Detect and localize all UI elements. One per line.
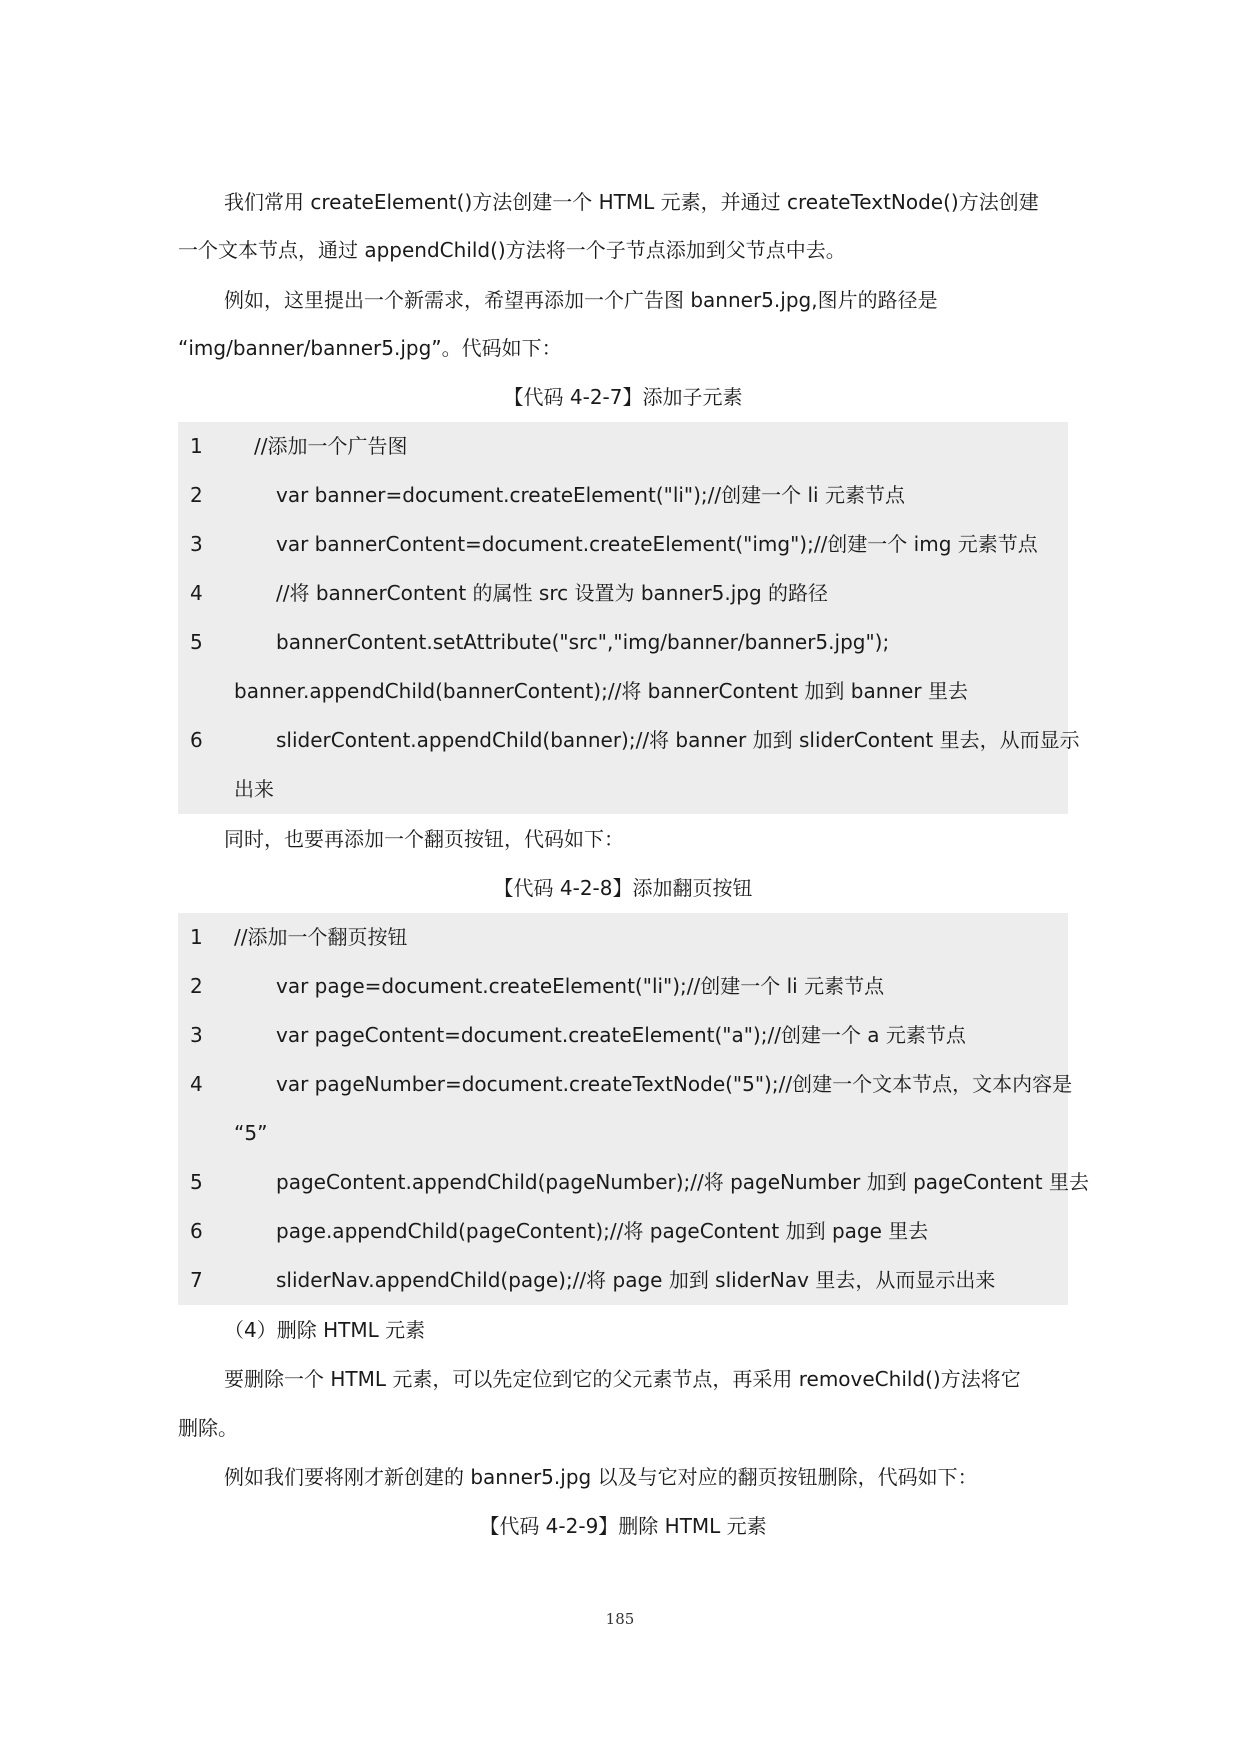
line-number: 4 xyxy=(190,581,203,605)
code-block-4-2-8 xyxy=(178,913,1089,1305)
caption-code-4-2-9: 【代码 4-2-9】删除 HTML 元素 xyxy=(479,1514,767,1538)
line-number: 1 xyxy=(190,434,203,458)
code-line xyxy=(178,667,1068,716)
paragraph-create-element-line2: 一个文本节点，通过 appendChild()方法将一个子节点添加到父节点中去。 xyxy=(178,238,846,262)
code-line xyxy=(178,471,1068,520)
caption-code-4-2-8: 【代码 4-2-8】添加翻页按钮 xyxy=(493,876,753,900)
code-line xyxy=(178,765,1068,814)
code-line xyxy=(178,422,1068,471)
code-line xyxy=(178,716,1080,765)
line-number: 1 xyxy=(190,925,203,949)
code-text: pageContent.appendChild(pageNumber);//将 pageNumber 加到 pageContent 里去 xyxy=(276,1170,1089,1194)
code-text: //添加一个广告图 xyxy=(254,434,408,458)
line-number: 3 xyxy=(190,1023,203,1047)
code-text: 出来 xyxy=(234,777,274,801)
line-number: 2 xyxy=(190,974,203,998)
code-line xyxy=(178,962,1068,1011)
paragraph-delete-example: 例如我们要将刚才新创建的 banner5.jpg 以及与它对应的翻页按钮删除，代码如下： xyxy=(224,1465,978,1489)
line-number: 6 xyxy=(190,728,203,752)
paragraph-example-line1: 例如，这里提出一个新需求，希望再添加一个广告图 banner5.jpg,图片的路径是 xyxy=(224,288,938,312)
paragraph-remove-child-line1: 要删除一个 HTML 元素，可以先定位到它的父元素节点，再采用 removeChild()方法将它 xyxy=(224,1367,1021,1391)
paragraph-remove-child-line2: 删除。 xyxy=(178,1416,238,1440)
code-line xyxy=(178,618,1068,667)
code-text: var page=document.createElement("li");//创建一个 li 元素节点 xyxy=(276,974,885,998)
code-line xyxy=(178,1256,1068,1305)
line-number: 5 xyxy=(190,630,203,654)
code-text: var pageContent=document.createElement("a");//创建一个 a 元素节点 xyxy=(276,1023,966,1047)
section-heading-delete-element: （4）删除 HTML 元素 xyxy=(224,1318,426,1342)
code-line xyxy=(178,1207,1068,1256)
code-text: page.appendChild(pageContent);//将 pageContent 加到 page 里去 xyxy=(276,1219,929,1243)
line-number: 4 xyxy=(190,1072,203,1096)
code-text: //添加一个翻页按钮 xyxy=(234,925,408,949)
line-number: 5 xyxy=(190,1170,203,1194)
code-text: var bannerContent=document.createElement("img");//创建一个 img 元素节点 xyxy=(276,532,1038,556)
page-number: 185 xyxy=(605,1610,635,1628)
code-text: “5” xyxy=(234,1121,268,1145)
code-text: sliderContent.appendChild(banner);//将 banner 加到 sliderContent 里去，从而显示 xyxy=(276,728,1080,752)
code-line xyxy=(178,1109,1068,1158)
code-text: var pageNumber=document.createTextNode("5");//创建一个文本节点，文本内容是 xyxy=(276,1072,1073,1096)
code-text: var banner=document.createElement("li");//创建一个 li 元素节点 xyxy=(276,483,905,507)
code-line xyxy=(178,520,1068,569)
line-number: 2 xyxy=(190,483,203,507)
code-line xyxy=(178,569,1068,618)
code-line xyxy=(178,1158,1089,1207)
code-text: //将 bannerContent 的属性 src 设置为 banner5.jpg 的路径 xyxy=(276,581,829,605)
code-block-4-2-7 xyxy=(178,422,1080,814)
line-number: 3 xyxy=(190,532,203,556)
line-number: 6 xyxy=(190,1219,203,1243)
code-line xyxy=(178,1011,1068,1060)
paragraph-example-line2: “img/banner/banner5.jpg”。代码如下： xyxy=(178,336,562,360)
code-text: banner.appendChild(bannerContent);//将 bannerContent 加到 banner 里去 xyxy=(234,679,968,703)
caption-code-4-2-7: 【代码 4-2-7】添加子元素 xyxy=(503,385,743,409)
code-line xyxy=(178,1060,1073,1109)
paragraph-add-button: 同时，也要再添加一个翻页按钮，代码如下： xyxy=(224,827,624,851)
paragraph-create-element-line1: 我们常用 createElement()方法创建一个 HTML 元素，并通过 createTextNode()方法创建 xyxy=(224,190,1039,214)
code-text: bannerContent.setAttribute("src","img/banner/banner5.jpg"); xyxy=(276,630,890,654)
line-number: 7 xyxy=(190,1268,203,1292)
code-text: sliderNav.appendChild(page);//将 page 加到 sliderNav 里去，从而显示出来 xyxy=(276,1268,996,1292)
code-line xyxy=(178,913,1068,962)
